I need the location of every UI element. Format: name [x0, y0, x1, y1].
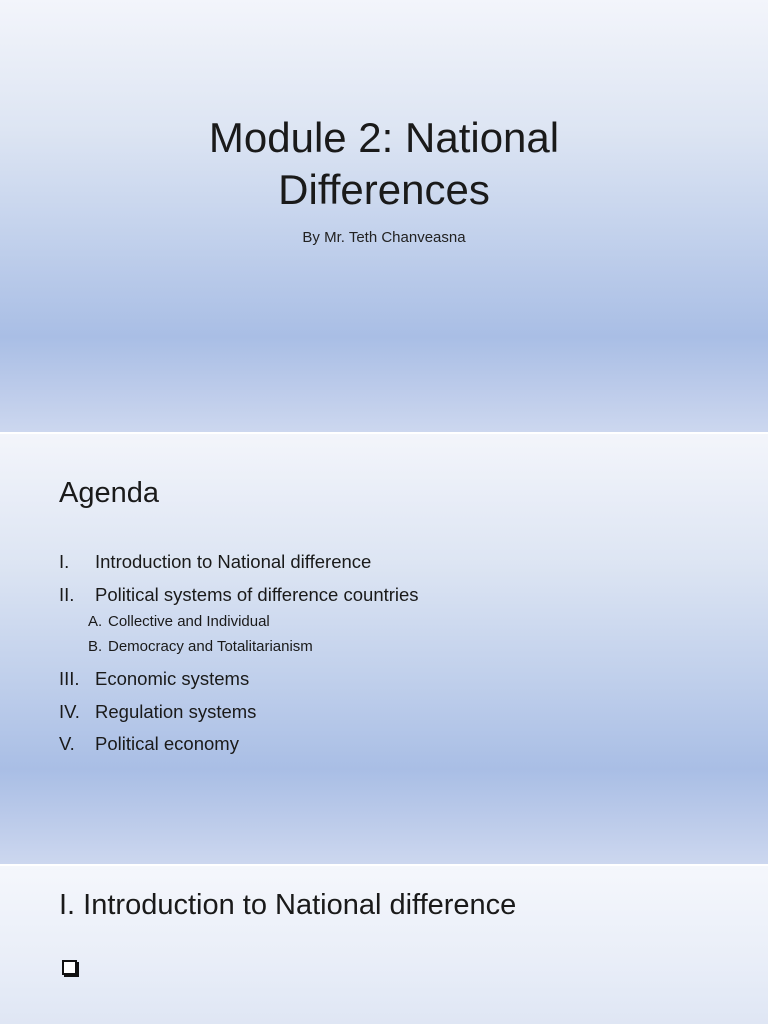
section-heading: I. Introduction to National difference: [59, 889, 517, 921]
agenda-item-label: Regulation systems: [95, 700, 257, 722]
agenda-sublist: [59, 609, 419, 659]
agenda-subitem-label: Collective and Individual: [108, 613, 270, 630]
agenda-item: [59, 665, 419, 698]
agenda-item-label: Political systems of difference countries: [95, 583, 419, 605]
agenda-item: [59, 548, 419, 581]
slide-title-line-1: Module 2: National: [208, 114, 560, 161]
agenda-heading: Agenda: [59, 477, 159, 509]
agenda-item-label: Economic systems: [95, 668, 250, 689]
agenda-subitem-letter: B.: [88, 638, 103, 655]
agenda-item-label: Introduction to National difference: [95, 551, 372, 572]
agenda-item-label: Political economy: [95, 733, 239, 754]
agenda-subitem-label: Democracy and Totalitarianism: [108, 638, 313, 655]
agenda-item-number: III.: [59, 668, 80, 689]
agenda-item-number: I.: [59, 551, 70, 572]
checkbox-square-icon: [62, 960, 77, 975]
agenda-subitem-letter: A.: [88, 613, 103, 630]
agenda-item: [59, 698, 419, 731]
slide-title: [0, 112, 768, 216]
agenda-item-number: II.: [59, 583, 75, 605]
slide-title-line-2: Differences: [278, 166, 490, 213]
title-slide: [0, 0, 768, 432]
agenda-sublist-container: [59, 609, 419, 659]
agenda-item-number: V.: [59, 733, 75, 754]
agenda-item: [59, 730, 419, 763]
agenda-subitem: [88, 634, 419, 659]
agenda-item: [59, 581, 419, 614]
slide-subtitle: By Mr. Teth Chanveasna: [302, 229, 466, 246]
title-block: [0, 112, 768, 216]
agenda-list: [59, 548, 419, 763]
agenda-item-number: IV.: [59, 700, 80, 722]
